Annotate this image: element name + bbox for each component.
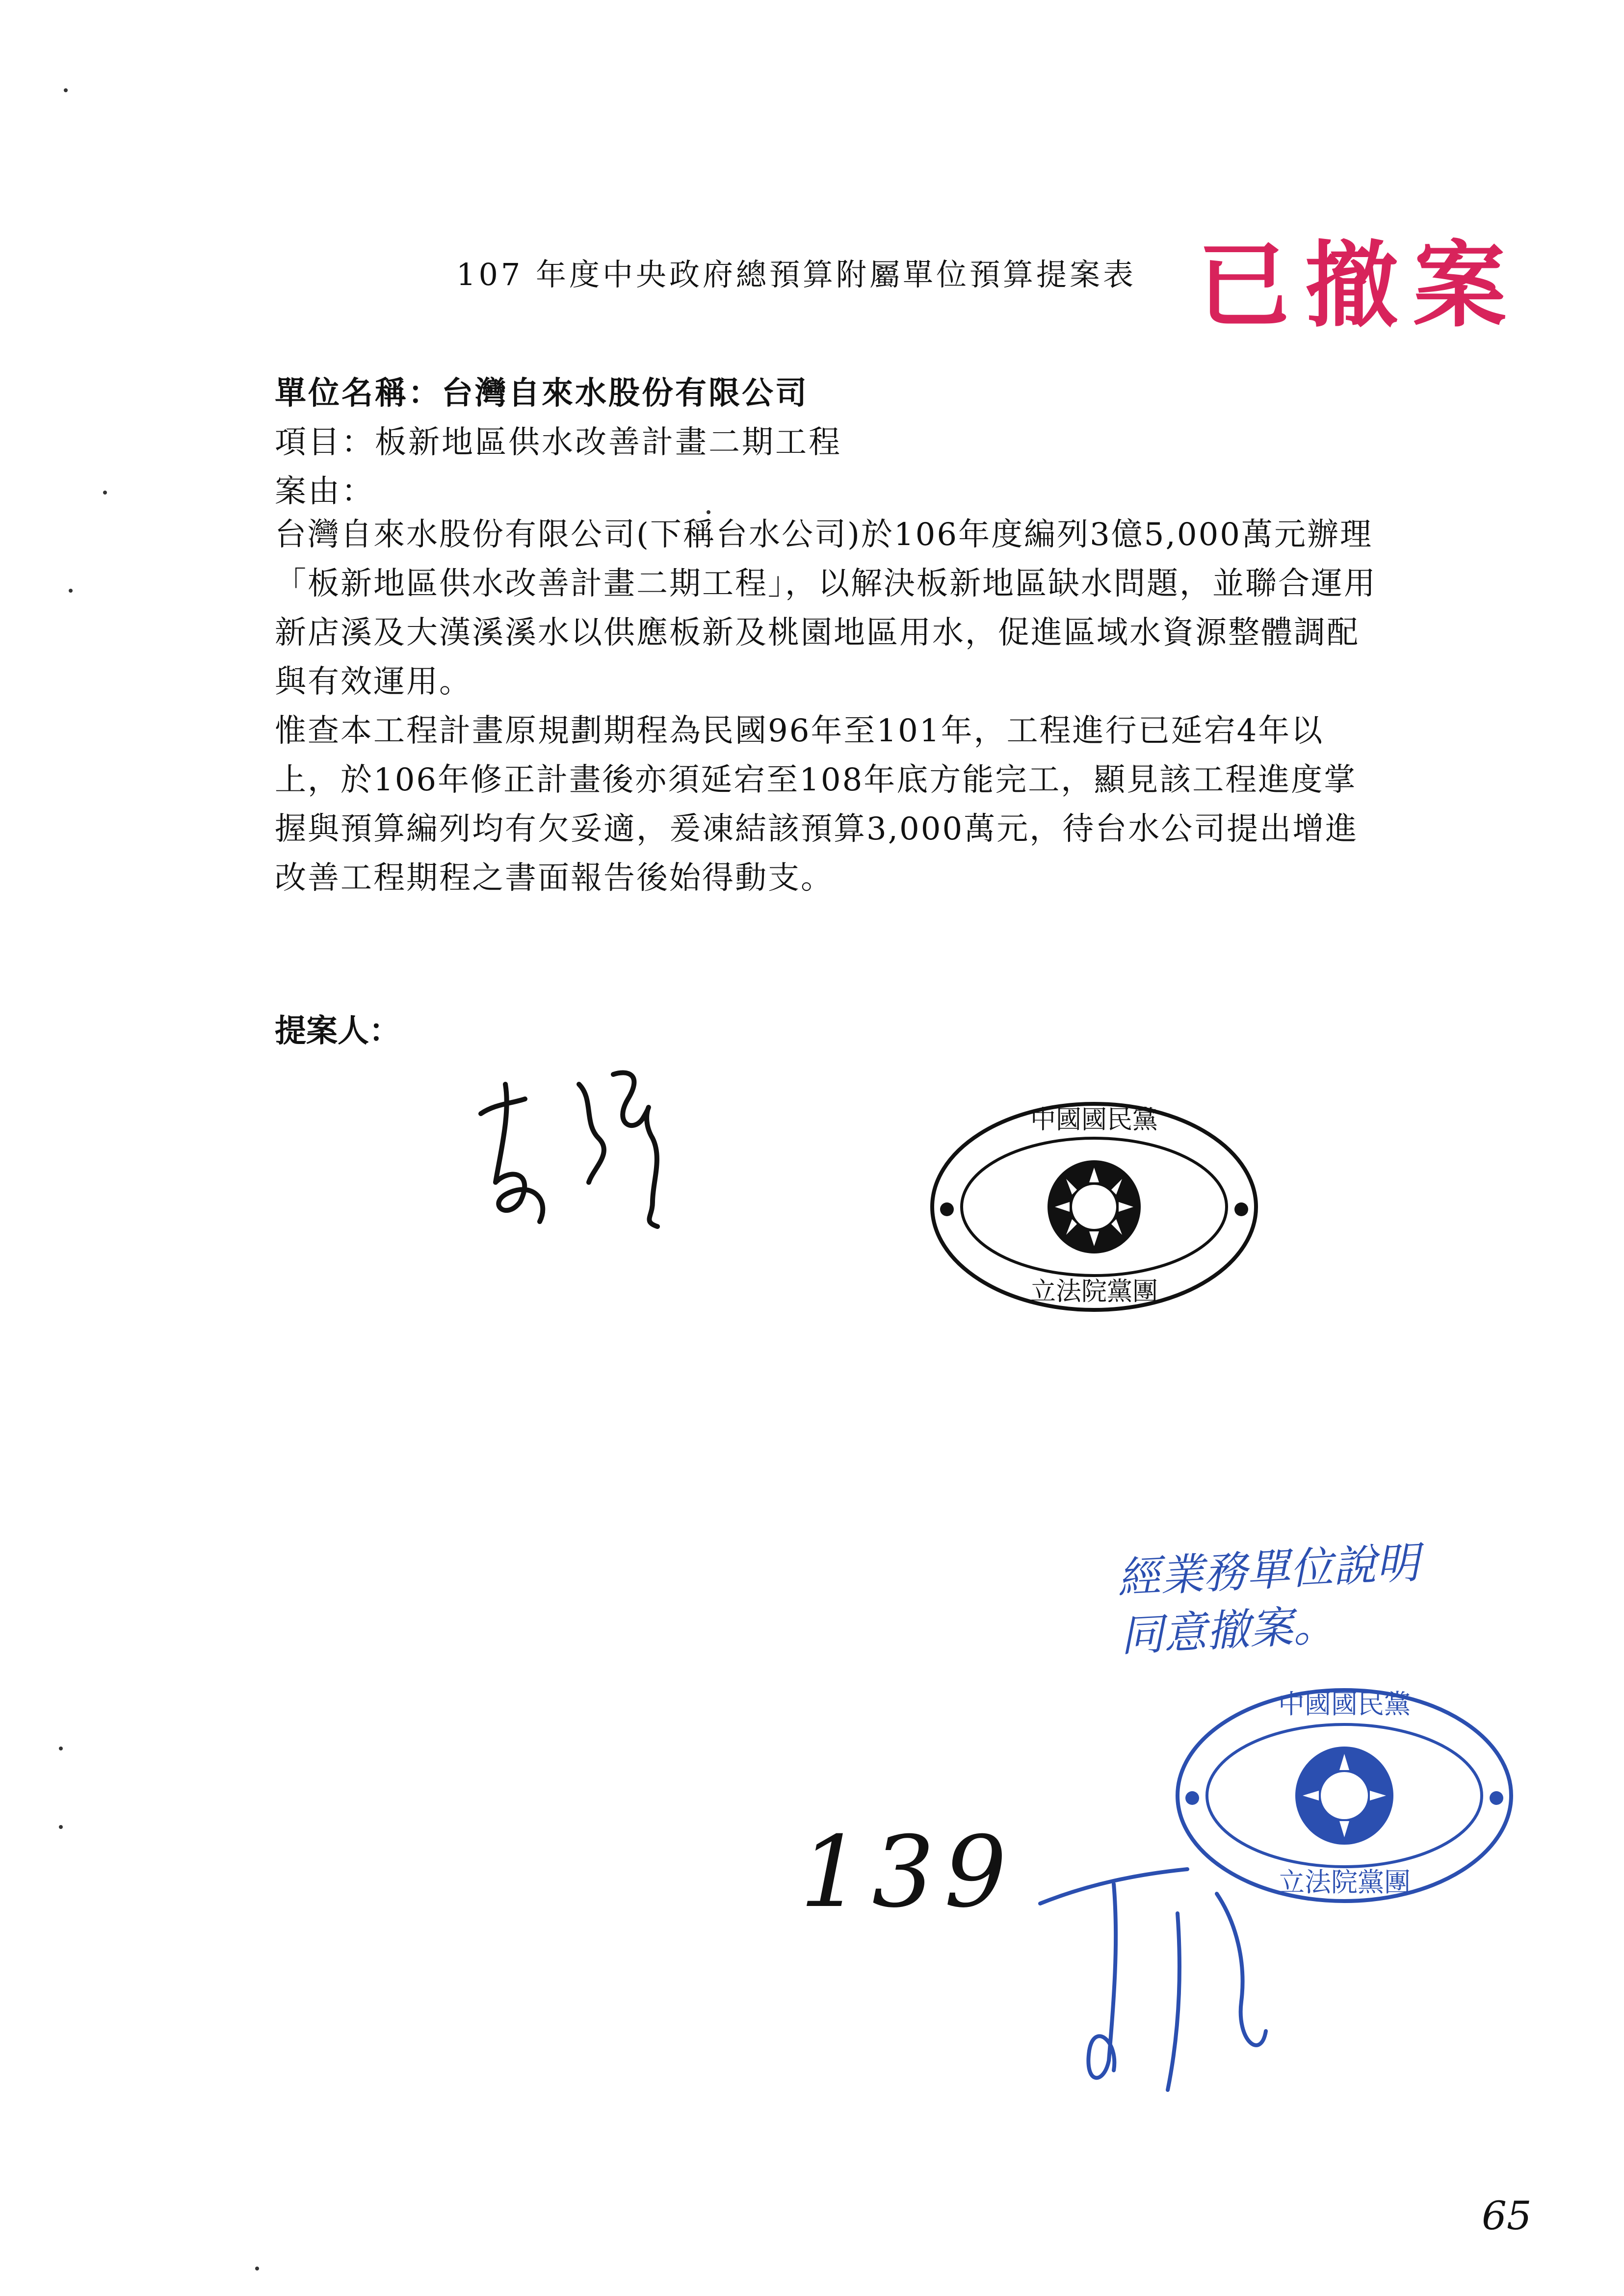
- reason-paragraph-2: [275, 706, 1384, 903]
- handwritten-number: 139: [800, 1815, 1017, 1930]
- reason-label: 案由：: [275, 473, 375, 510]
- scan-speck: [255, 2267, 259, 2270]
- proposer-label: 提案人：: [275, 1013, 400, 1049]
- paragraph-2-text: 惟查本工程計畫原規劃期程為民國96年至101年，工程進行已延宕4年以上，於106年修正計畫後亦須延宕至108年底方能完工，顯見該工程進度掌握與預算編列均有欠妥適，爰凍結該預算3,000萬元，待台水公司提出增進改善工程期程之書面報告後始得動支。: [275, 713, 1359, 896]
- approval-note: 經業務單位說明同意撤案。: [1116, 1537, 1421, 1662]
- scan-speck: [64, 88, 68, 92]
- item-label: 項目：: [275, 424, 375, 461]
- paragraph-1-text: 台灣自來水股份有限公司(下稱台水公司)於106年度編列3億5,000萬元辦理「板新地區供水改善計畫二期工程」，以解決板新地區缺水問題，並聯合運用新店溪及大漢溪溪水以供應板新及桃園地區用水，促進區域水資源整體調配與有效運用。: [275, 517, 1377, 700]
- withdrawn-stamp: 已撤案: [1197, 232, 1521, 340]
- scan-speck: [59, 1825, 63, 1829]
- page-number: 65: [1482, 2193, 1532, 2239]
- svg-text:立法院黨團: 立法院黨團: [1030, 1277, 1158, 1306]
- scan-speck: [59, 1747, 63, 1750]
- scan-speck: [103, 491, 107, 495]
- unit-name-row: [275, 375, 809, 412]
- item-row: [275, 424, 842, 461]
- unit-name-label: 單位名稱：: [275, 375, 442, 412]
- document-title: 107 年度中央政府總預算附屬單位預算提案表: [456, 257, 1137, 292]
- svg-text:中國國民黨: 中國國民黨: [1030, 1105, 1158, 1135]
- scan-speck: [69, 589, 73, 593]
- unit-name-value: 台灣自來水股份有限公司: [442, 375, 809, 412]
- reason-paragraph-1: [275, 510, 1384, 706]
- party-caucus-seal-black: [927, 1099, 1261, 1315]
- svg-text:立法院黨團: 立法院黨團: [1278, 1867, 1411, 1898]
- svg-text:中國國民黨: 中國國民黨: [1278, 1689, 1411, 1720]
- signature-2-blue: [1030, 1854, 1335, 2110]
- item-value: 板新地區供水改善計畫二期工程: [375, 424, 842, 461]
- signature-1: [466, 1055, 770, 1251]
- scan-speck: [707, 510, 710, 514]
